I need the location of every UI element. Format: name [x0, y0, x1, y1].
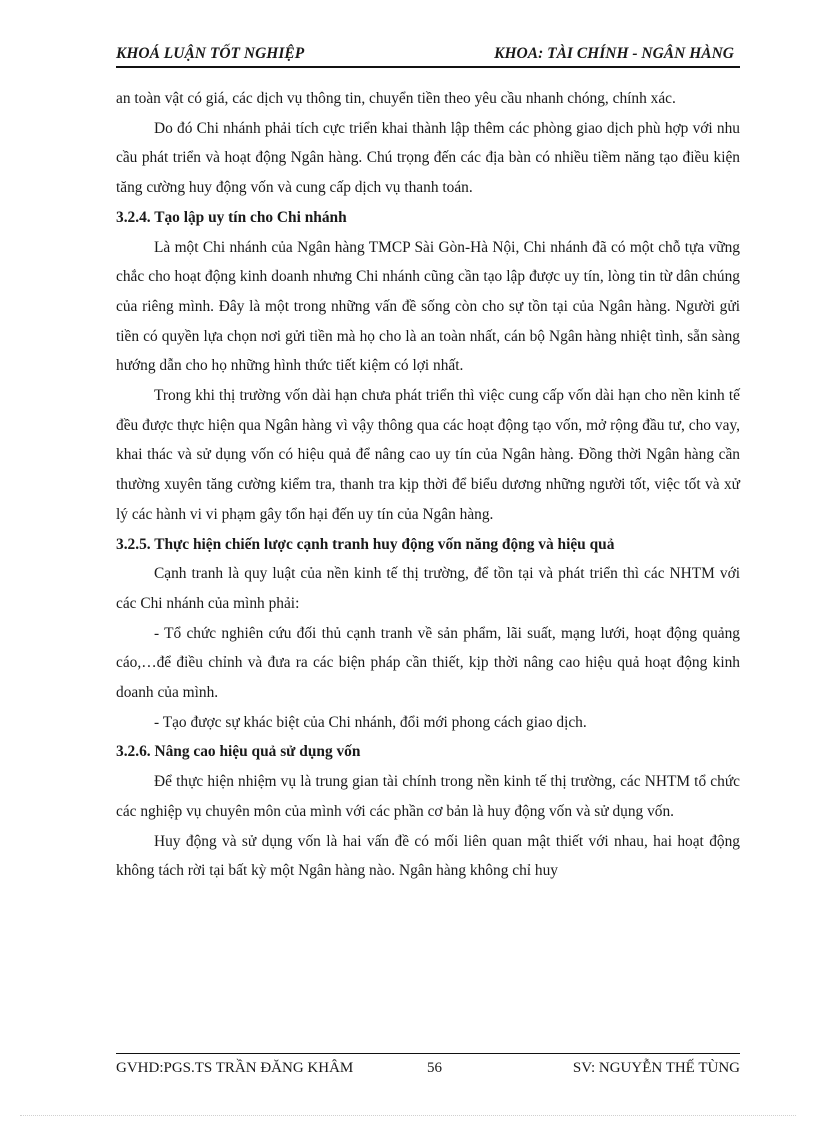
document-body [116, 84, 740, 886]
footer-student: SV: NGUYỄN THẾ TÙNG [572, 1060, 740, 1076]
paragraph: Trong khi thị trường vốn dài hạn chưa phát triển thì việc cung cấp vốn dài hạn cho nền kinh tế đều được thực hiện qua Ngân hàng vì vậy thông qua các hoạt động tạo vốn, mở rộng đầu tư, cho vay, khai thác và sử dụng vốn có hiệu quả để nâng cao uy tín của Ngân hàng. Đồng thời Ngân hàng cần thường xuyên tăng cường kiểm tra, thanh tra kịp thời để biểu dương những người tốt, việc tốt và xử lý các hành vi vi phạm gây tổn hại đến uy tín của Ngân hàng. [116, 387, 740, 523]
page-header [116, 40, 740, 68]
section-heading-3-2-5: 3.2.5. Thực hiện chiến lược cạnh tranh huy động vốn năng động và hiệu quả [116, 535, 615, 553]
page-bottom-edge [20, 1115, 796, 1116]
section-heading-3-2-6: 3.2.6. Nâng cao hiệu quả sử dụng vốn [116, 743, 361, 761]
paragraph: Huy động và sử dụng vốn là hai vấn đề có mối liên quan mật thiết với nhau, hai hoạt động không tách rời tại bất kỳ một Ngân hàng nào. Ngân hàng không chỉ huy [116, 832, 740, 880]
paragraph: Là một Chi nhánh của Ngân hàng TMCP Sài Gòn-Hà Nội, Chi nhánh đã có một chỗ tựa vững chắc cho hoạt động kinh doanh nhưng Chi nhánh cũng cần tạo lập được uy tín, lòng tin từ dân chúng của riêng mình. Đây là một trong những vấn đề sống còn cho sự tồn tại của Ngân hàng. Người gửi tiền có quyền lựa chọn nơi gửi tiền mà họ cho là an toàn nhất, cán bộ Ngân hàng nhiệt tình, sẵn sàng hướng dẫn cho họ những hình thức tiết kiệm có lợi nhất. [116, 238, 740, 375]
bullet-paragraph: - Tổ chức nghiên cứu đối thủ cạnh tranh về sản phẩm, lãi suất, mạng lưới, hoạt động quảng cáo,…để điều chỉnh và đưa ra các biện pháp cần thiết, kịp thời nâng cao hiệu quả hoạt động kinh doanh của mình. [116, 624, 740, 702]
bullet-paragraph: - Tạo được sự khác biệt của Chi nhánh, đổi mới phong cách giao dịch. [154, 713, 587, 731]
header-faculty: KHOA: TÀI CHÍNH - NGÂN HÀNG [494, 45, 734, 62]
paragraph: Do đó Chi nhánh phải tích cực triển khai thành lập thêm các phòng giao dịch phù hợp với nhu cầu phát triển và hoạt động Ngân hàng. Chú trọng đến các địa bàn có nhiều tiềm năng tạo điều kiện tăng cường huy động vốn và cung cấp dịch vụ thanh toán. [116, 119, 740, 197]
paragraph: Cạnh tranh là quy luật của nền kinh tế thị trường, để tồn tại và phát triển thì các NHTM với các Chi nhánh của mình phải: [116, 565, 740, 612]
paragraph: Để thực hiện nhiệm vụ là trung gian tài chính trong nền kinh tế thị trường, các NHTM tổ chức các nghiệp vụ chuyên môn của mình với các phần cơ bản là huy động vốn và sử dụng vốn. [116, 773, 740, 820]
page-footer [116, 1053, 740, 1084]
paragraph: an toàn vật có giá, các dịch vụ thông tin, chuyển tiền theo yêu cầu nhanh chóng, chính xác. [116, 90, 676, 107]
page-number: 56 [427, 1060, 442, 1076]
section-heading-3-2-4: 3.2.4. Tạo lập uy tín cho Chi nhánh [116, 208, 347, 226]
footer-supervisor: GVHD:PGS.TS TRẦN ĐĂNG KHÂM [116, 1060, 354, 1076]
header-thesis-title: KHOÁ LUẬN TỐT NGHIỆP [116, 45, 305, 62]
